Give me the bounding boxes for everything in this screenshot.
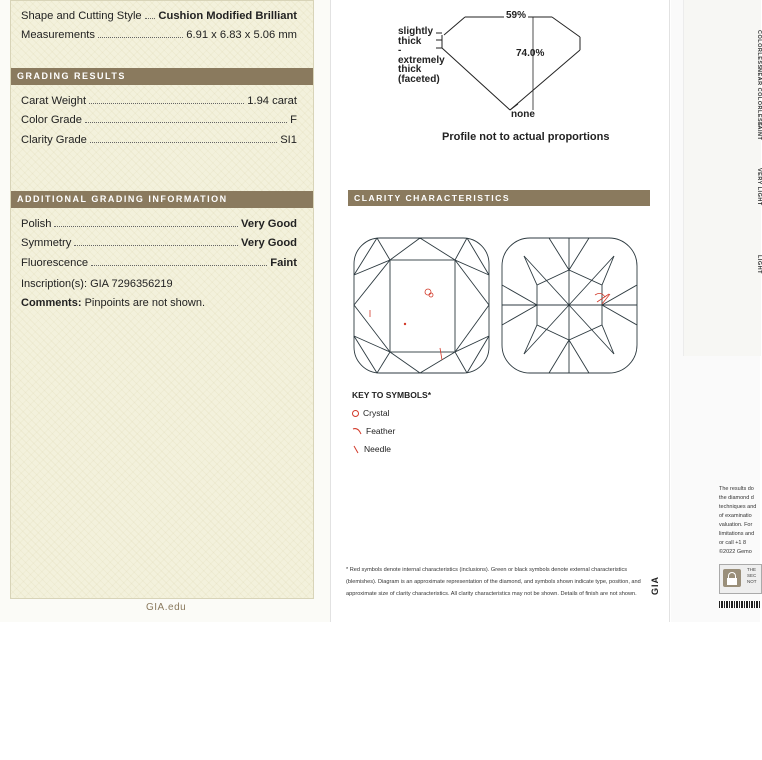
lock-icon (723, 569, 741, 587)
table-percentage: 59% (506, 10, 527, 21)
field-value: F (290, 114, 297, 126)
girdle-max-2: thick (398, 64, 422, 75)
disclaimer-line: of examinatio (719, 513, 752, 519)
disclaimer-line: valuation. For (719, 522, 753, 528)
symmetry-row (21, 237, 297, 253)
dot-leader (54, 218, 238, 227)
crown-left (444, 17, 465, 35)
depth-percentage: 74.0% (516, 48, 545, 59)
crown-right (552, 17, 580, 37)
dot-leader (91, 257, 267, 266)
pavilion-mains (502, 238, 637, 373)
gia-side-logo: GIA (650, 576, 660, 596)
disclaimer-line: the diamond d (719, 495, 754, 501)
field-label: Shape and Cutting Style (21, 10, 142, 22)
feather-plot (595, 293, 605, 297)
additional-grading-header: ADDITIONAL GRADING INFORMATION (11, 191, 313, 208)
fluorescence-row (21, 257, 297, 273)
color-scale-label: NEAR COLORLESS (756, 68, 762, 127)
crown-outline (354, 238, 489, 373)
crown-facets (354, 238, 489, 373)
field-value: Cushion Modified Brilliant (158, 10, 297, 22)
report-back-panel (671, 0, 760, 622)
key-label: Feather (366, 426, 396, 436)
color-scale-label: FAINT (756, 122, 762, 141)
footnote-line: * Red symbols denote internal characteristics (inclusions). Green or black symbols denote external characteristics (346, 567, 628, 573)
dot-leader (85, 114, 287, 123)
field-value: Very Good (241, 218, 297, 230)
seal-text: SEC (747, 573, 757, 578)
footnote-line: (blemishes). Diagram is an approximate representation of the diamond, and symbols shown indicate type, position, and (346, 579, 641, 585)
dot-leader (98, 29, 183, 38)
dot-leader (89, 95, 244, 104)
field-label: Measurements (21, 29, 95, 41)
comments-value: Pinpoints are not shown. (81, 297, 206, 309)
color-scale-label: LIGHT (756, 255, 762, 274)
pavilion-left (442, 48, 510, 110)
key-label: Crystal (363, 408, 390, 418)
girdle-max-3: (faceted) (398, 73, 440, 85)
dot-leader (74, 237, 238, 246)
comments-line (21, 297, 205, 309)
girdle-dash: - (398, 45, 402, 56)
seal-text: THE (747, 567, 756, 572)
color-grade-row (21, 114, 297, 130)
disclaimer-line: techniques and (719, 504, 757, 510)
color-scale-label: VERY LIGHT (756, 168, 762, 206)
barcode (719, 601, 760, 608)
field-label: Clarity Grade (21, 134, 87, 146)
color-scale-area (683, 0, 761, 356)
measurements-row (21, 29, 297, 45)
inscription-text: Inscription(s): GIA 7296356219 (21, 278, 173, 290)
crystal-plot (429, 293, 433, 297)
needle-plot (440, 348, 442, 360)
footnote-line: approximate size of clarity characteristics. All clarity characteristics may not be shown. Details of finish are not shown. (346, 591, 637, 597)
field-value: 6.91 x 6.83 x 5.06 mm (186, 29, 297, 41)
color-scale-label: COLORLESS (756, 30, 762, 69)
comments-label: Comments: (21, 297, 82, 309)
disclaimer-line: ©2022 Gemo (719, 549, 752, 555)
disclaimer-line: or call +1 8 (719, 540, 747, 546)
field-label: Fluorescence (21, 257, 89, 269)
girdle-min-1: slightly (398, 26, 434, 37)
field-value: Very Good (241, 237, 297, 249)
field-label: Carat Weight (21, 95, 87, 107)
profile-note: Profile not to actual proportions (442, 131, 610, 143)
pinpoint-plot (404, 323, 406, 325)
culet-label: none (511, 109, 535, 120)
girdle-max-1: extremely (398, 54, 445, 66)
security-seal (719, 564, 762, 594)
needle-icon (352, 445, 360, 454)
polish-row (21, 218, 297, 234)
dot-leader (90, 134, 277, 143)
shape-cutting-style-row (21, 10, 297, 26)
key-row-needle (352, 444, 391, 454)
field-label: Polish (21, 218, 52, 230)
clarity-footnote (346, 564, 642, 600)
clarity-characteristics-header: CLARITY CHARACTERISTICS (348, 190, 650, 206)
grading-report-card (10, 0, 314, 599)
field-value: SI1 (280, 134, 297, 146)
gia-website-link[interactable]: GIA.edu (146, 602, 187, 613)
crystal-icon (352, 410, 359, 417)
clarity-grade-row (21, 134, 297, 150)
dot-leader (145, 10, 156, 19)
key-to-symbols-title: KEY TO SYMBOLS* (352, 390, 432, 400)
carat-weight-row (21, 95, 297, 111)
grading-results-header: GRADING RESULTS (11, 68, 313, 85)
report-inner-panel (332, 0, 670, 622)
key-label: Needle (364, 444, 391, 454)
girdle-label (398, 27, 445, 84)
clarity-plot-diagrams (332, 230, 669, 380)
field-label: Color Grade (21, 114, 82, 126)
crystal-plot (425, 289, 431, 295)
disclaimer-line: limitations and (719, 531, 755, 537)
field-value: Faint (270, 257, 297, 269)
report-front-panel (0, 0, 331, 622)
key-row-crystal (352, 408, 389, 418)
girdle-min-2: thick (398, 35, 422, 47)
seal-text: NOT (747, 579, 757, 584)
disclaimer-line: The results do (719, 486, 754, 492)
field-label: Symmetry (21, 237, 72, 249)
key-row-feather (352, 426, 395, 436)
feather-icon (352, 427, 362, 435)
field-value: 1.94 carat (247, 95, 297, 107)
crown-table (390, 260, 455, 352)
pavilion-right (510, 50, 580, 110)
